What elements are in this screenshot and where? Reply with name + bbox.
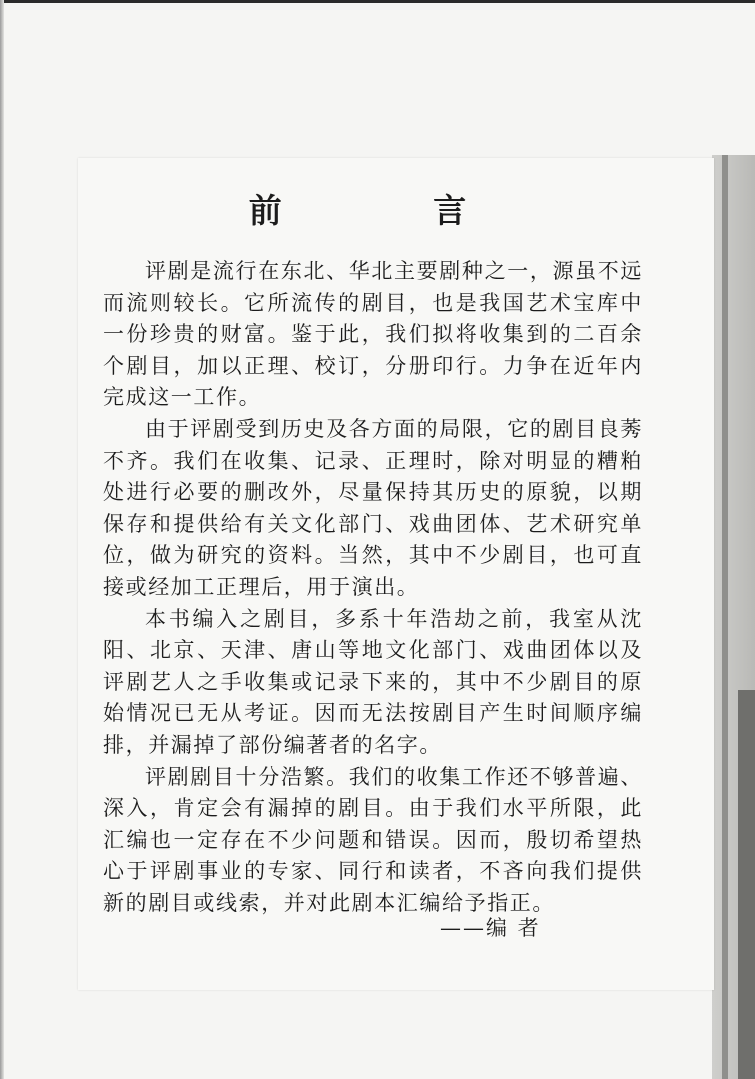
signature: ——编 者: [440, 916, 541, 940]
page-right-fold: [722, 155, 728, 1079]
paragraph-3: 本书编入之剧目，多系十年浩劫之前，我室从沈阳、北京、天津、唐山等地文化部门、戏曲团体以及评剧艺人之手收集或记录下来的，其中不少剧目的原始情况已无从考证。因而无法按剧目产生时间顺序编排，并漏掉了部份编著者的名字。: [103, 606, 643, 757]
page-left-edge: [0, 0, 4, 1079]
paragraph-4: 评剧剧目十分浩繁。我们的收集工作还不够普遍、深入，肯定会有漏掉的剧目。由于我们水平所限，此汇编也一定存在不少问题和错误。因而，殷切希望热心于评剧事业的专家、同行和读者，不吝向我们提供新的剧目或线索，并对此剧本汇编给予指正。: [103, 764, 643, 915]
page-title: 前 言: [248, 191, 537, 230]
page-top-edge: [0, 0, 755, 3]
paragraph-1: 评剧是流行在东北、华北主要剧种之一，源虽不远而流则较长。它所流传的剧目，也是我国艺术宝库中一份珍贵的财富。鉴于此，我们拟将收集到的二百余个剧目，加以正理、校订，分册印行。力争在近年内完成这一工作。: [103, 259, 643, 410]
paragraph-2: 由于评剧受到历史及各方面的局限，它的剧目良莠不齐。我们在收集、记录、正理时，除对明显的糟粕处进行必要的删改外，尽量保持其历史的原貌，以期保存和提供给有关文化部门、戏曲团体、艺术研究单位，做为研究的资料。当然，其中不少剧目，也可直接或经加工正理后，用于演出。: [103, 416, 643, 599]
page-right-strip: [738, 690, 755, 1079]
preface-body: [103, 256, 643, 919]
